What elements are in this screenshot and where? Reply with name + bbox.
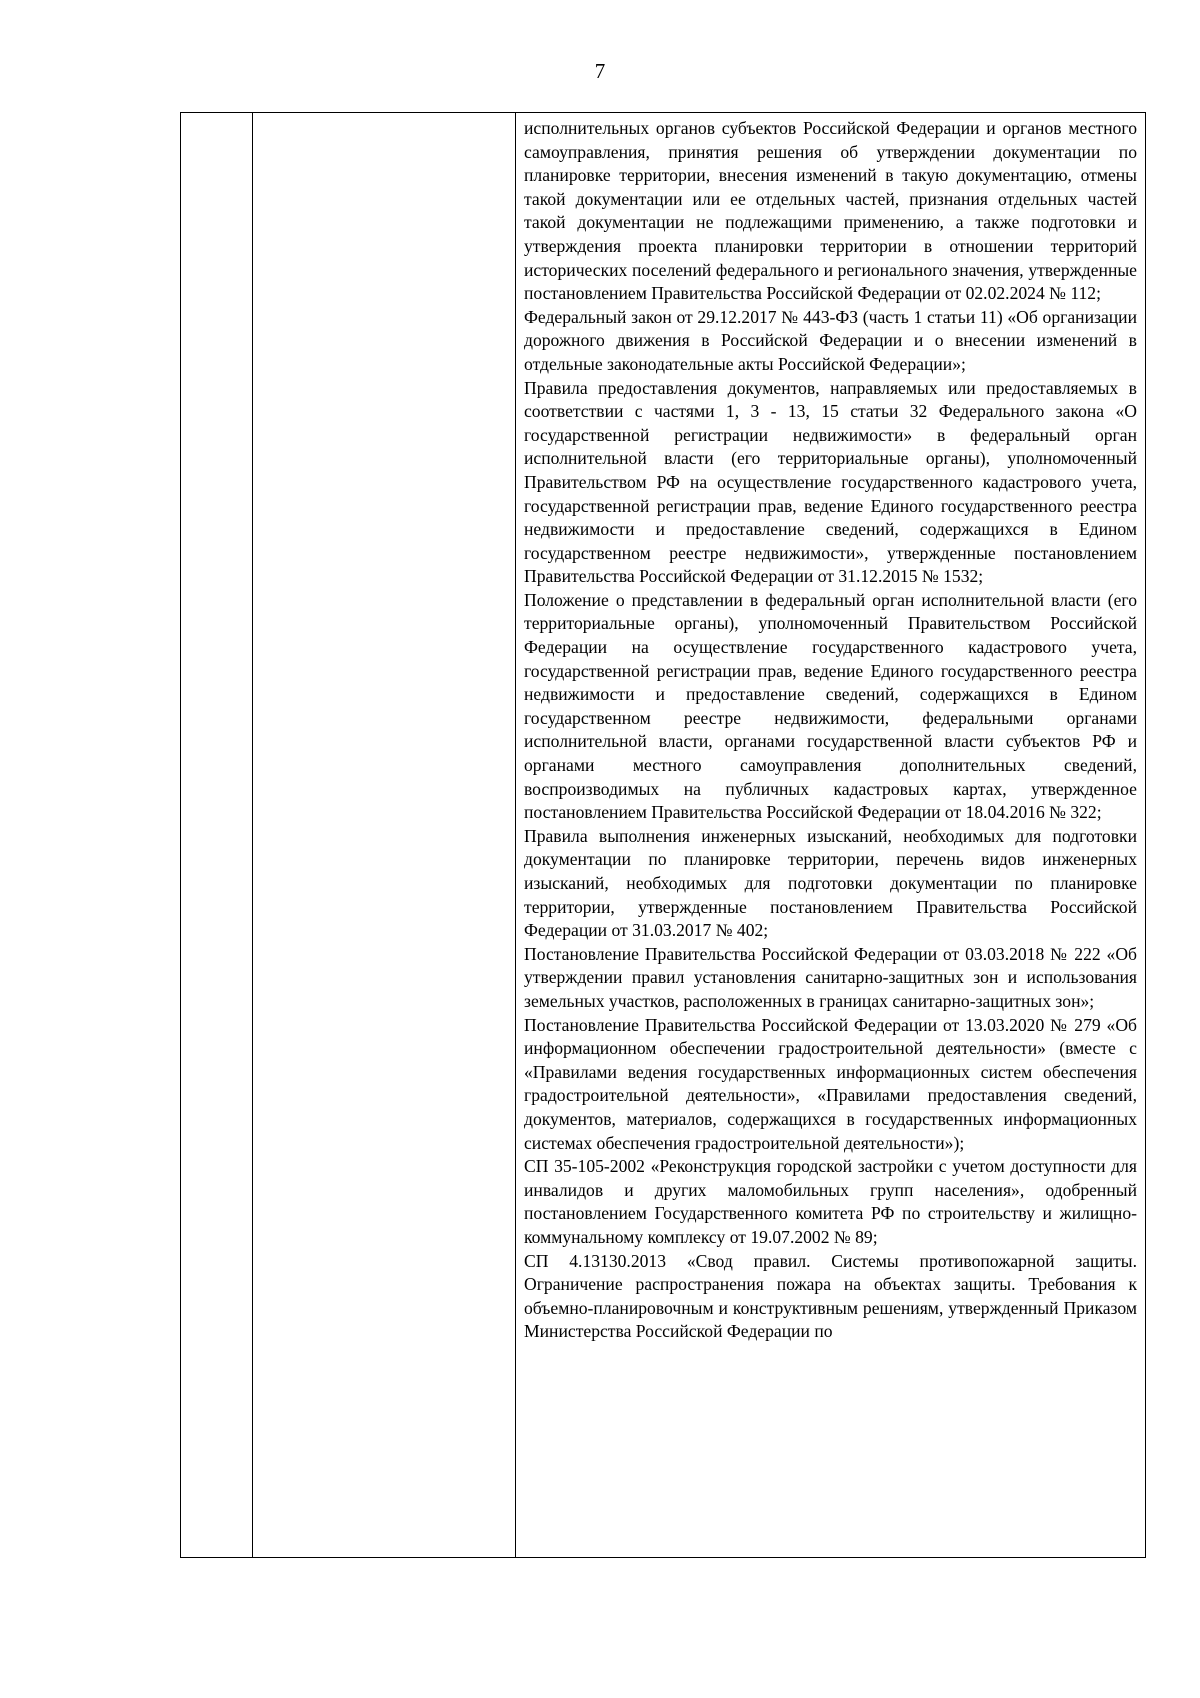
- regulation-paragraph: Правила выполнения инженерных изысканий, необходимых для подготовки документации по планировке территории, перечень видов инженерных изысканий, необходимых для подготовки документации по планировке территории, утвержденные постановлением Правительства Российской Федерации от 31.03.2017 № 402;: [524, 825, 1137, 941]
- regulation-paragraph: Постановление Правительства Российской Федерации от 13.03.2020 № 279 «Об информационном обеспечении градостроительной деятельности» (вместе с «Правилами ведения государственных информационных систем обеспечения градостроительной деятельности», «Правилами предоставления сведений, документов, материалов, содержащихся в государственных информационных системах обеспечения градостроительной деятельности»);: [524, 1014, 1137, 1153]
- document-table: [180, 112, 1146, 1558]
- regulation-paragraph: Положение о представлении в федеральный орган исполнительной власти (его территориальные органы), уполномоченный Правительством Российской Федерации на осуществление государственного кадастрового учета, государственной регистрации прав, ведение Единого государственного реестра недвижимости и предоставление сведений, содержащихся в Едином государственном реестре недвижимости, федеральными органами исполнительной власти, органами государственной власти субъектов РФ и органами местного самоуправления дополнительных сведений, воспроизводимых на публичных кадастровых картах, утвержденное постановлением Правительства Российской Федерации от 18.04.2016 № 322;: [524, 589, 1137, 823]
- table-cell-name: [253, 113, 516, 1557]
- table-cell-number: [181, 113, 253, 1557]
- page-number: 7: [594, 59, 606, 83]
- regulation-paragraph: исполнительных органов субъектов Российской Федерации и органов местного самоуправления, принятия решения об утверждении документации по планировке территории, внесения изменений в такую документацию, отмены такой документации или ее отдельных частей, признания отдельных частей такой документации не подлежащими применению, а также подготовки и утверждения проекта планировки территории в отношении территорий исторических поселений федерального и регионального значения, утвержденные постановлением Правительства Российской Федерации от 02.02.2024 № 112;: [524, 118, 1137, 304]
- table-cell-regulations: [516, 113, 1145, 1557]
- regulation-paragraph: Постановление Правительства Российской Федерации от 03.03.2018 № 222 «Об утверждении правил установления санитарно-защитных зон и использования земельных участков, расположенных в границах санитарно-защитных зон»;: [524, 943, 1137, 1011]
- regulation-paragraph: Правила предоставления документов, направляемых или предоставляемых в соответствии с частями 1, 3 - 13, 15 статьи 32 Федерального закона «О государственной регистрации недвижимости» в федеральный орган исполнительной власти (его территориальные органы), уполномоченный Правительством РФ на осуществление государственного кадастрового учета, государственной регистрации прав, ведение Единого государственного реестра недвижимости и предоставление сведений, содержащихся в Едином государственном реестре недвижимости», утвержденные постановлением Правительства Российской Федерации от 31.12.2015 № 1532;: [524, 377, 1137, 587]
- regulation-paragraph: СП 4.13130.2013 «Свод правил. Системы противопожарной защиты. Ограничение распространения пожара на объектах защиты. Требования к объемно-планировочным и конструктивным решениям, утвержденный Приказом Министерства Российской Федерации по: [524, 1250, 1137, 1342]
- regulation-paragraph: СП 35-105-2002 «Реконструкция городской застройки с учетом доступности для инвалидов и других маломобильных групп населения», одобренный постановлением Государственного комитета РФ по строительству и жилищно-коммунальному комплексу от 19.07.2002 № 89;: [524, 1156, 1137, 1247]
- regulation-paragraph: Федеральный закон от 29.12.2017 № 443-ФЗ (часть 1 статьи 11) «Об организации дорожного движения в Российской Федерации и о внесении изменений в отдельные законодательные акты Российской Федерации»;: [524, 306, 1137, 374]
